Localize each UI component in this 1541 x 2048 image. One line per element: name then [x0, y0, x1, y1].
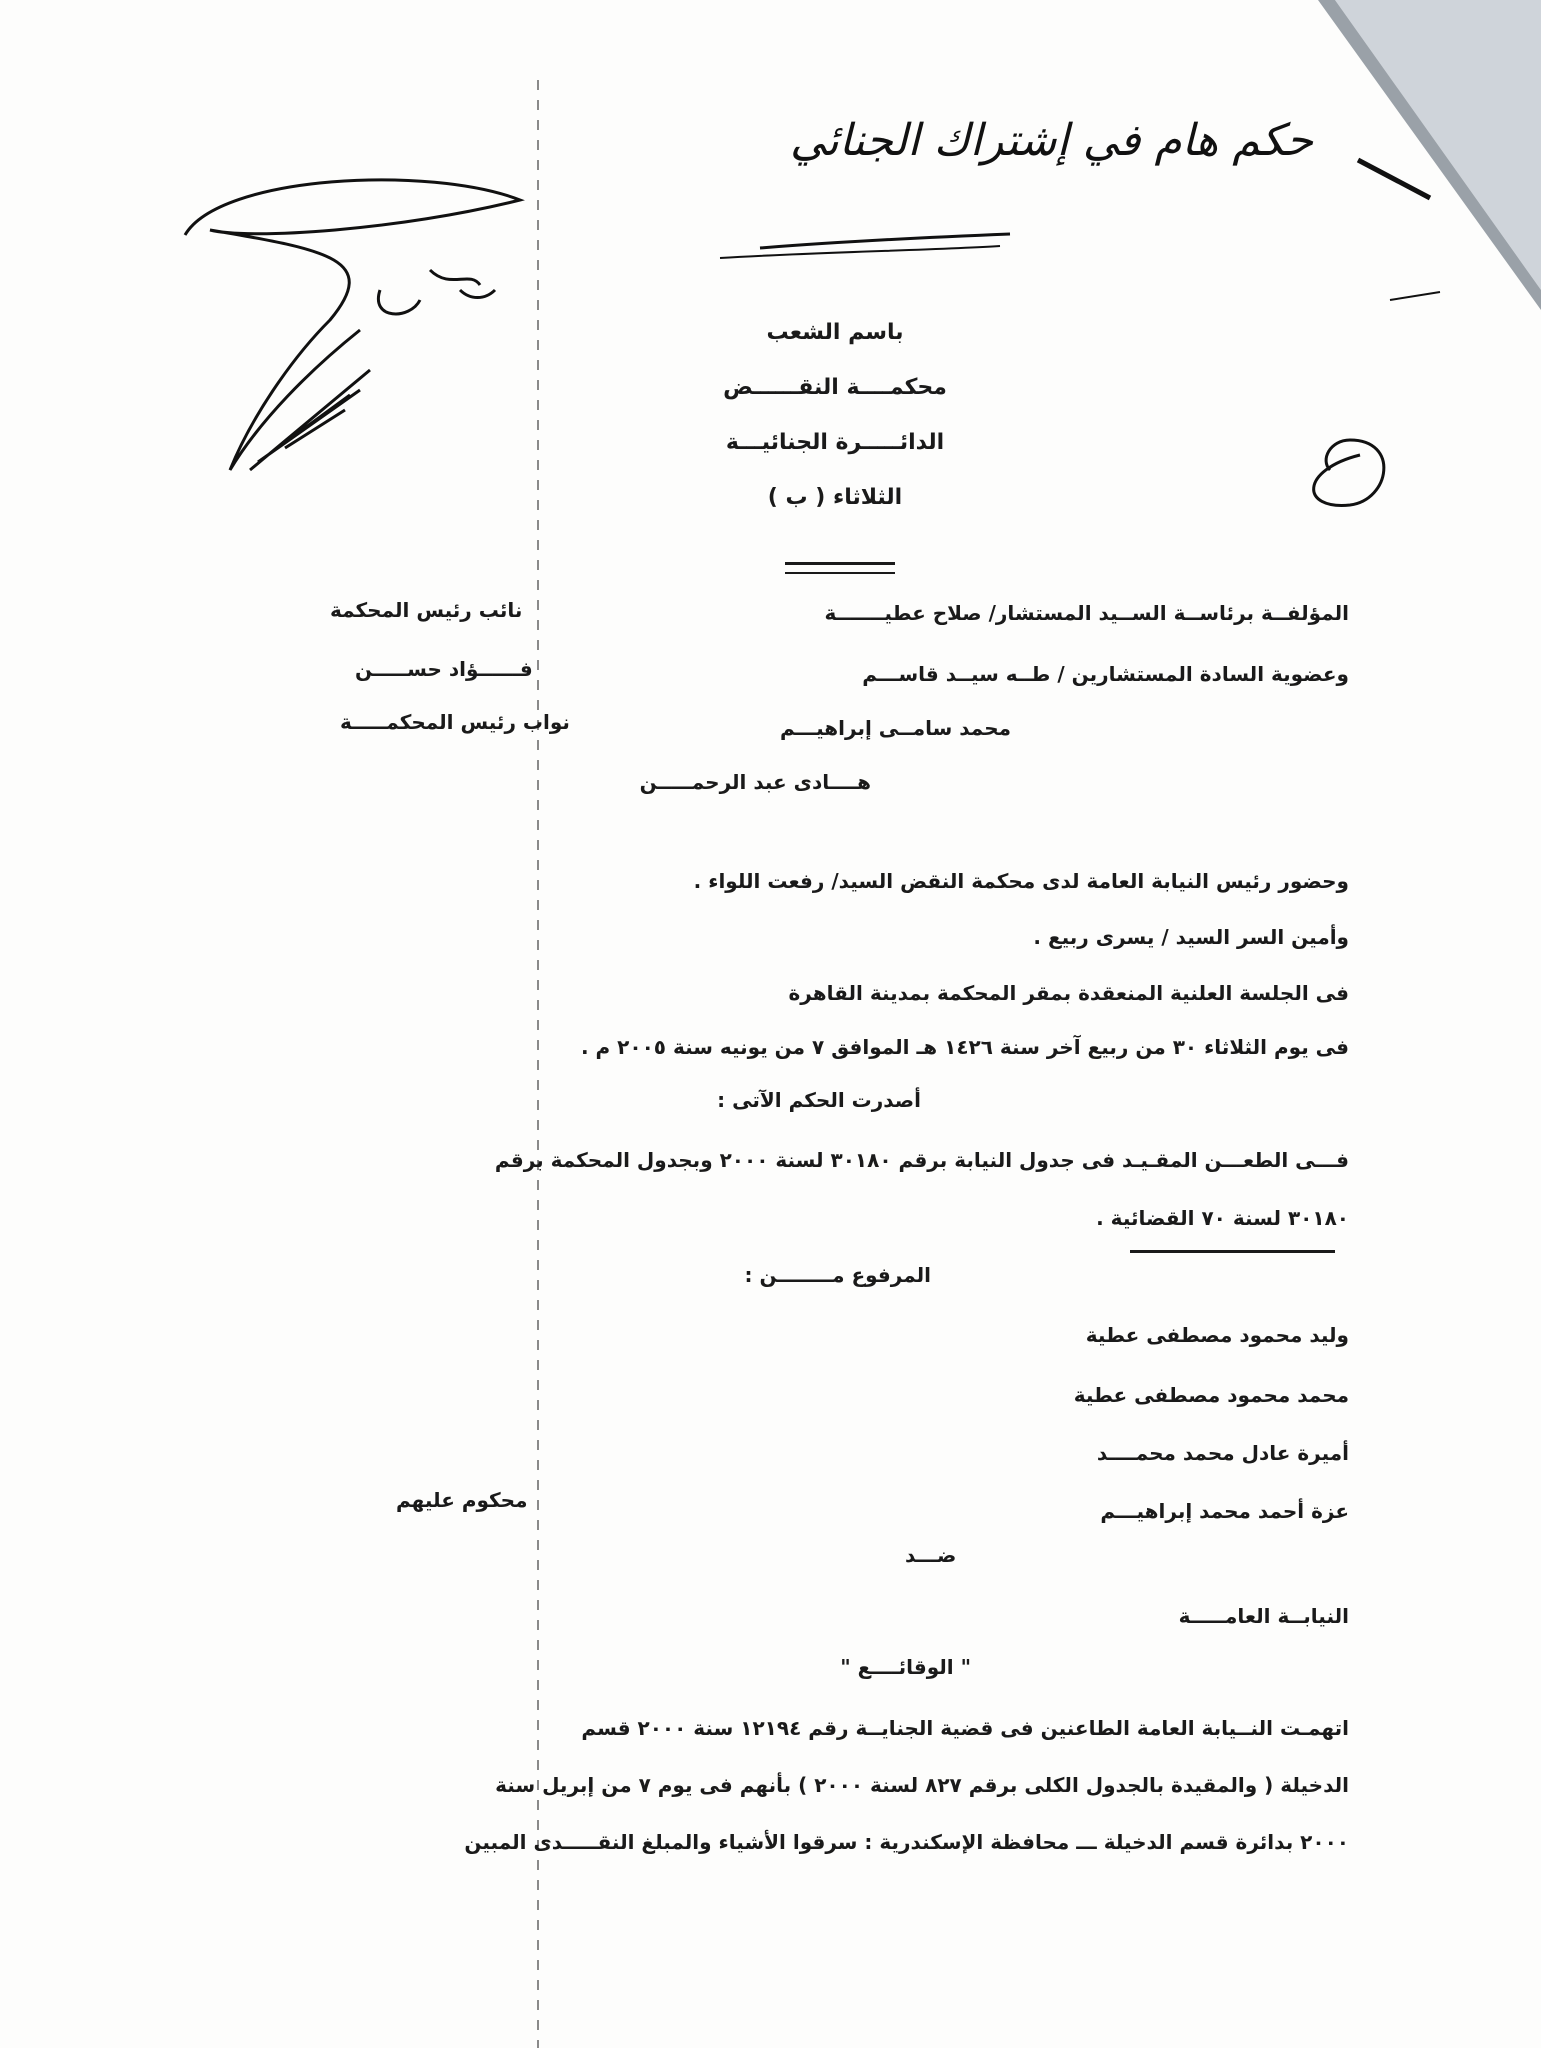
convicted-label: محكوم عليهم: [396, 1488, 528, 1512]
signature-scribble: [185, 180, 520, 470]
corner-slash: [1358, 160, 1430, 198]
panel-row-3-right: محمد سامــى إبراهيـــم: [779, 716, 1011, 740]
party-name-1: وليد محمود مصطفى عطية: [1085, 1323, 1349, 1347]
appeal-line-1: فـــى الطعـــن المقـيـد فى جدول النيابة برقم ٣٠١٨٠ لسنة ٢٠٠٠ وبجدول المحكمة برقم: [494, 1148, 1349, 1172]
panel-row-1-left: نائب رئيس المحكمة: [330, 598, 523, 622]
appeal-underline: [1130, 1250, 1335, 1253]
respondent: النيابــة العامـــــة: [1178, 1604, 1349, 1628]
note-underline: [760, 234, 1010, 248]
header-line-4: الثلاثاء ( ب ): [767, 485, 903, 510]
facts-heading: " الوقائــــع ": [840, 1655, 971, 1679]
facts-line-1: اتهمـت النــيابة العامة الطاعنين فى قضية الجنايــة رقم ١٢١٩٤ سنة ٢٠٠٠ قسم: [581, 1716, 1349, 1740]
panel-row-2-left: فــــــؤاد حســـــن: [355, 657, 533, 681]
panel-row-3-left: نواب رئيس المحكمـــــة: [340, 710, 570, 734]
header-rule-2: [785, 572, 895, 574]
panel-row-1-right: المؤلفــة برئاســة الســيد المستشار/ صلاح عطيـــــــة: [824, 601, 1349, 625]
appeal-line-2: ٣٠١٨٠ لسنة ٧٠ القضائية .: [1096, 1206, 1349, 1230]
party-name-4: عزة أحمد محمد إبراهيـــم: [1100, 1499, 1349, 1523]
handwritten-mark: [1314, 440, 1384, 505]
handwritten-note: حكم هام في إشتراك الجنائي: [790, 115, 1314, 166]
parties-heading: المرفوع مــــــــن :: [744, 1263, 931, 1287]
against-label: ضـــد: [905, 1543, 957, 1567]
header-line-2: محكمــــة النقــــــض: [723, 375, 947, 400]
header-line-3: الدائـــــرة الجنائيـــة: [725, 430, 945, 455]
party-name-2: محمد محمود مصطفى عطية: [1073, 1383, 1349, 1407]
facts-line-2: الدخيلة ( والمقيدة بالجدول الكلى برقم ٨٢٧ لسنة ٢٠٠٠ ) بأنهم فى يوم ٧ من إبريل سنة: [495, 1773, 1349, 1797]
session-line-3: فى الجلسة العلنية المنعقدة بمقر المحكمة بمدينة القاهرة: [788, 981, 1349, 1005]
session-line-5: أصدرت الحكم الآتى :: [717, 1088, 921, 1112]
session-line-2: وأمين السر السيد / يسرى ربيع .: [1033, 925, 1349, 949]
session-line-1: وحضور رئيس النيابة العامة لدى محكمة النقض السيد/ رفعت اللواء .: [693, 869, 1349, 893]
handwritten-initials: [378, 270, 495, 314]
panel-row-2-right: وعضوية السادة المستشارين / طــه سيــد قاســـم: [862, 662, 1349, 686]
party-name-3: أميرة عادل محمد محمــــد: [1096, 1441, 1349, 1465]
header-line-1: باسم الشعب: [766, 320, 904, 345]
session-line-4: فى يوم الثلاثاء ٣٠ من ربيع آخر سنة ١٤٢٦ هـ الموافق ٧ من يونيه سنة ٢٠٠٥ م .: [580, 1035, 1349, 1059]
header-rule: [785, 562, 895, 565]
facts-line-3: ٢٠٠٠ بدائرة قسم الدخيلة ـــ محافظة الإسكندرية : سرقوا الأشياء والمبلغ النقـــــدى المبين: [464, 1830, 1349, 1854]
panel-row-4: هــــادى عبد الرحمـــــن: [639, 770, 871, 794]
ink-dash: [1390, 292, 1440, 300]
